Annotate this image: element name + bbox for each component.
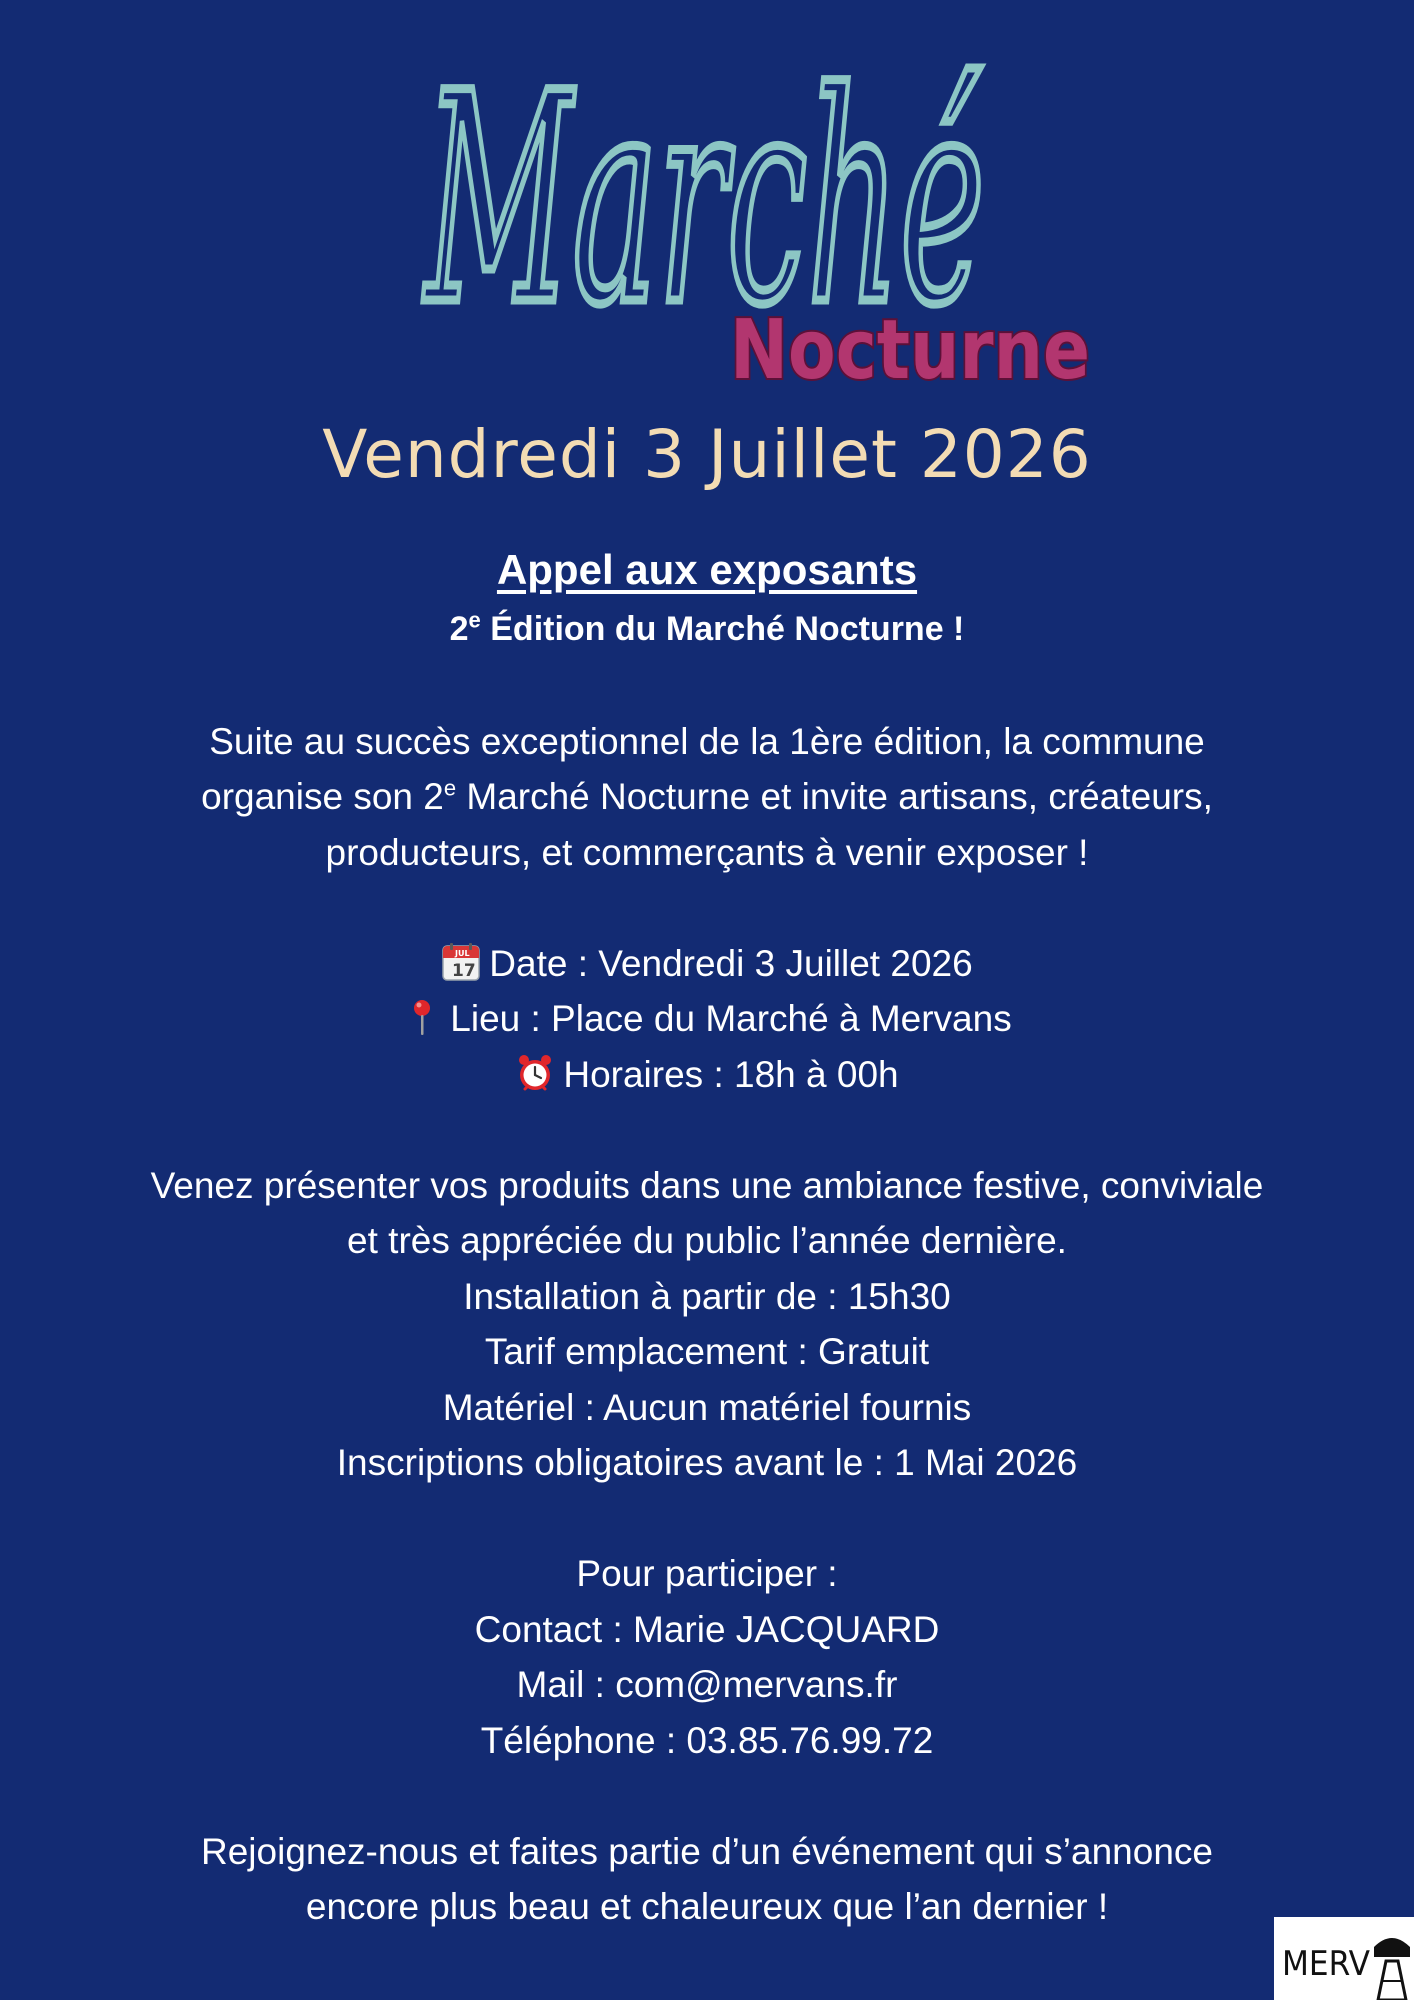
mervans-logo-graphic	[1274, 1917, 1414, 2000]
intro-line-2	[40, 769, 1374, 825]
call-heading: Appel aux exposants	[496, 546, 918, 593]
map-pin-icon	[402, 997, 442, 1037]
intro-line-2a: organise son 2	[201, 776, 444, 817]
edition-rest: Édition du Marché Nocturne !	[480, 610, 965, 648]
svg-text:17: 17	[452, 960, 476, 981]
event-date-headline: Vendredi 3 Juillet 2026	[322, 416, 1092, 493]
title-nocturne-text: Nocturne	[730, 303, 1090, 398]
info-line-2: et très appréciée du public l’année dernière.	[347, 1220, 1067, 1261]
alarm-clock-icon	[515, 1053, 555, 1093]
participate-contact: Contact : Marie JACQUARD	[474, 1608, 940, 1650]
info-inscriptions: Inscriptions obligatoires avant le : 1 Mai 2026	[336, 1442, 1078, 1483]
intro-line-3: producteurs, et commerçants à venir exposer !	[325, 831, 1089, 873]
title-nocturne	[720, 300, 1120, 400]
title-marche-text: Marché	[422, 32, 985, 360]
detail-hours	[40, 1047, 1374, 1103]
info-line-1: Venez présenter vos produits dans une ambiance festive, conviviale	[150, 1164, 1264, 1206]
calendar-icon	[441, 942, 481, 982]
title-marche	[0, 0, 1414, 360]
info-materiel: Matériel : Aucun matériel fournis	[442, 1386, 972, 1428]
edition-sup: e	[468, 607, 481, 633]
intro-line-2b: Marché Nocturne et invite artisans, créateurs,	[456, 776, 1213, 817]
main-content	[40, 540, 1374, 1935]
participate-heading: Pour participer :	[576, 1553, 838, 1594]
mervans-logo-text: MERV	[1282, 1944, 1370, 1984]
participate-phone: Téléphone : 03.85.76.99.72	[480, 1719, 934, 1761]
edition-line	[40, 600, 1374, 658]
detail-location-text: Lieu : Place du Marché à Mervans	[450, 998, 1012, 1039]
detail-hours-text: Horaires : 18h à 00h	[563, 1053, 899, 1095]
closing-line-2: encore plus beau et chaleureux que l’an dernier !	[305, 1886, 1109, 1927]
detail-date	[40, 936, 1374, 992]
participate-mail: Mail : com@mervans.fr	[516, 1664, 898, 1705]
svg-text:JUL: JUL	[455, 948, 470, 958]
mervans-logo	[1274, 1917, 1414, 2000]
intro-line-1: Suite au succès exceptionnel de la 1ère édition, la commune	[209, 720, 1205, 762]
closing-line-1: Rejoignez-nous et faites partie d’un événement qui s’annonce	[201, 1830, 1213, 1872]
info-tarif: Tarif emplacement : Gratuit	[484, 1331, 930, 1372]
intro-line-2-sup: e	[443, 775, 457, 801]
info-installation: Installation à partir de : 15h30	[463, 1275, 951, 1317]
detail-date-text: Date : Vendredi 3 Juillet 2026	[489, 942, 973, 984]
detail-location	[40, 991, 1374, 1047]
edition-number: 2	[449, 610, 469, 648]
